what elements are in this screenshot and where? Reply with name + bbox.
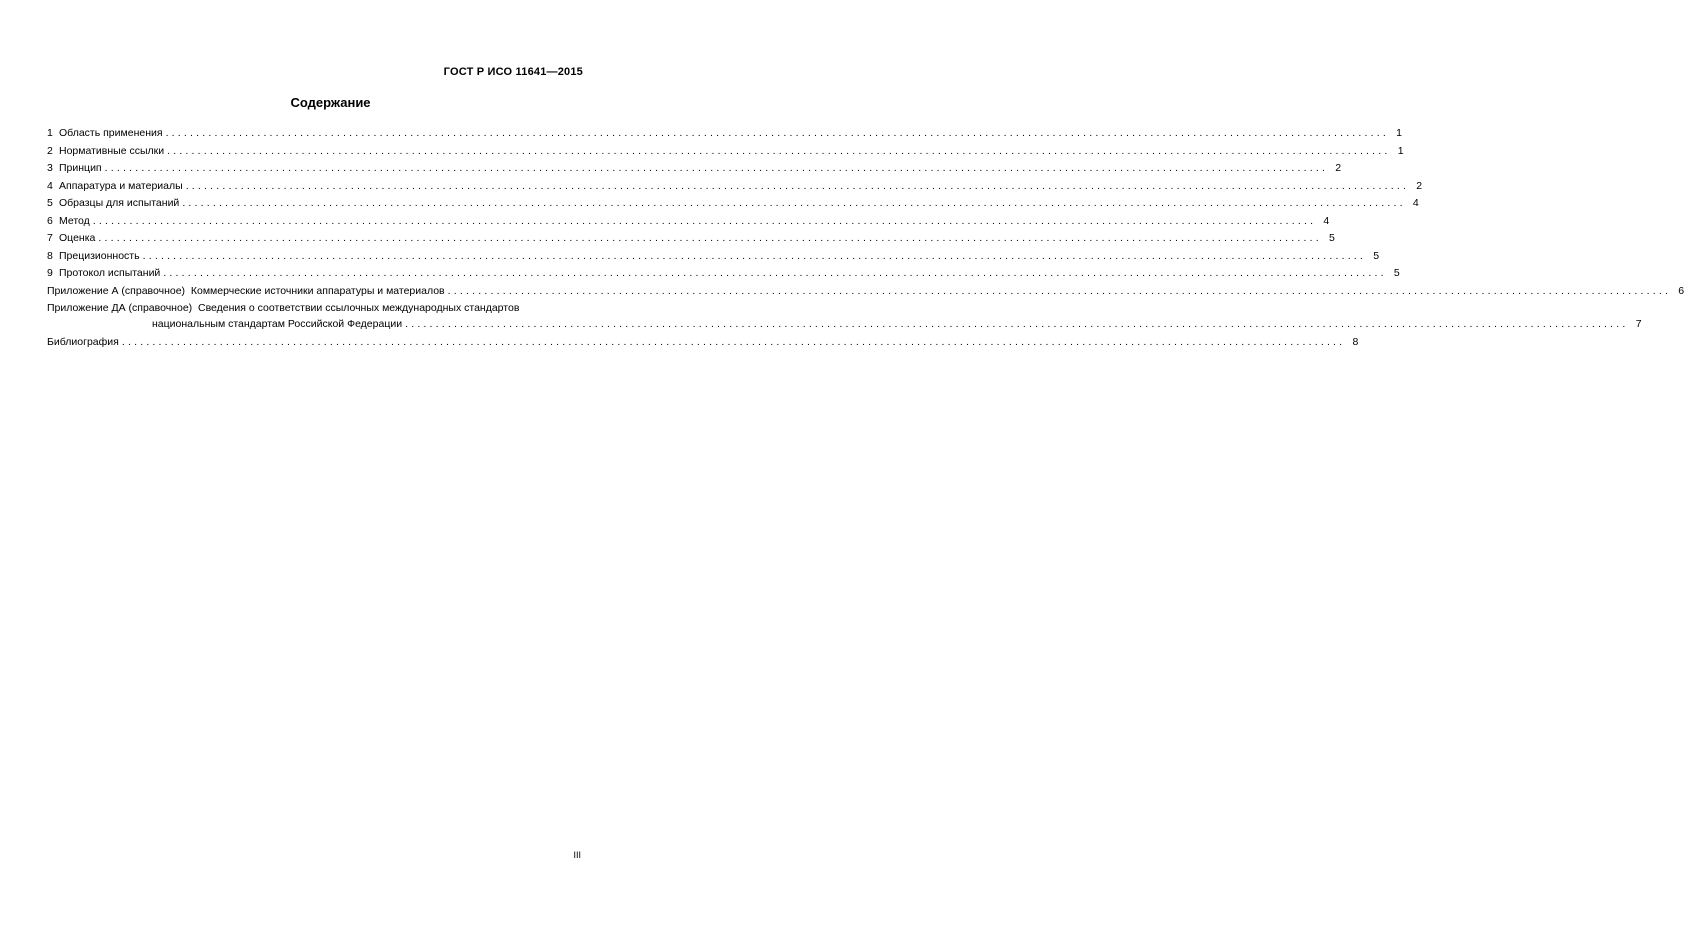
- toc-entry[interactable]: [47, 160, 1342, 178]
- toc-entry[interactable]: [47, 125, 1403, 143]
- toc-entry-number: 3: [47, 162, 53, 174]
- toc-entry[interactable]: [47, 143, 1404, 161]
- toc-entry-number: 8: [47, 249, 53, 262]
- document-code: ГОСТ Р ИСО 11641—2015: [443, 66, 583, 78]
- leader-dots: ........................................................................................................................................................................................................: [92, 214, 1317, 227]
- toc-entry-bibliography[interactable]: [47, 334, 1359, 352]
- toc-entry-label: Приложение А (справочное) Коммерческие источники аппаратуры и материалов: [47, 284, 445, 297]
- leader-dots: ........................................................................................................................................................................................................: [163, 267, 1387, 279]
- page-number: III: [573, 850, 581, 860]
- toc-entry-number: 6: [47, 214, 53, 227]
- toc-entry[interactable]: [47, 248, 1380, 266]
- toc-entry-annex-a[interactable]: [47, 283, 1684, 301]
- toc-entry-label: Нормативные ссылки: [59, 144, 165, 157]
- toc-entry-number: 7: [47, 232, 53, 244]
- toc-entry-label: Аппаратура и материалы: [59, 179, 183, 192]
- toc-entry-page: 2: [1416, 179, 1423, 192]
- leader-dots: ........................................................................................................................................................................................................: [167, 144, 1391, 157]
- toc-entry-page: 1: [1396, 127, 1403, 139]
- toc-entry-label: Приложение ДА (справочное) Сведения о соответствии ссылочных международных стандартов: [47, 302, 520, 314]
- toc-entry-number: 1: [47, 127, 53, 139]
- toc-entry-page: 2: [1335, 162, 1342, 174]
- toc-entry-page: 4: [1323, 214, 1330, 227]
- toc-entry-label: Прецизионность: [59, 249, 140, 262]
- leader-dots: ........................................................................................................................................................................................................: [98, 232, 1322, 244]
- toc-entry-label: Область применения: [59, 127, 163, 139]
- toc-entry[interactable]: [47, 178, 1423, 196]
- toc-entry-label: Оценка: [59, 232, 96, 244]
- leader-dots: ........................................................................................................................................................................................................: [405, 318, 1629, 330]
- toc-entry-page: 8: [1352, 335, 1359, 348]
- toc-entry[interactable]: [47, 195, 1419, 213]
- toc-entry-number: 2: [47, 144, 53, 157]
- leader-dots: ........................................................................................................................................................................................................: [104, 162, 1329, 174]
- toc-entry-number: 4: [47, 179, 53, 192]
- toc-entry-label: Метод: [59, 214, 90, 227]
- toc-entry-page: 5: [1373, 249, 1380, 262]
- leader-dots: ........................................................................................................................................................................................................: [185, 179, 1410, 192]
- toc-entry-page: 5: [1328, 232, 1335, 244]
- toc-entry-page: 4: [1412, 197, 1419, 209]
- toc-entry-label: Принцип: [59, 162, 102, 174]
- toc-entry-label: Библиография: [47, 335, 119, 348]
- toc-entry-label-continued: национальным стандартам Российской Федерации: [152, 318, 403, 330]
- toc-entry-annex-da[interactable]: [47, 300, 1642, 334]
- leader-dots: ........................................................................................................................................................................................................: [165, 127, 1390, 139]
- table-of-contents: [47, 125, 1684, 351]
- toc-entry-page: 1: [1397, 144, 1404, 157]
- leader-dots: ........................................................................................................................................................................................................: [142, 249, 1367, 262]
- toc-entry-page: 7: [1635, 318, 1642, 330]
- toc-entry[interactable]: [47, 265, 1400, 283]
- leader-dots: ........................................................................................................................................................................................................: [121, 335, 1346, 348]
- toc-entry-number: 5: [47, 197, 53, 209]
- toc-entry[interactable]: [47, 230, 1335, 248]
- toc-entry-label: Образцы для испытаний: [59, 197, 180, 209]
- toc-entry-page: 6: [1678, 284, 1684, 297]
- leader-dots: ........................................................................................................................................................................................................: [182, 197, 1406, 209]
- toc-entry-number: 9: [47, 267, 53, 279]
- toc-title: Содержание: [290, 95, 371, 110]
- toc-entry-page: 5: [1393, 267, 1400, 279]
- leader-dots: ........................................................................................................................................................................................................: [447, 284, 1672, 297]
- toc-entry[interactable]: [47, 213, 1330, 231]
- toc-entry-label: Протокол испытаний: [59, 267, 161, 279]
